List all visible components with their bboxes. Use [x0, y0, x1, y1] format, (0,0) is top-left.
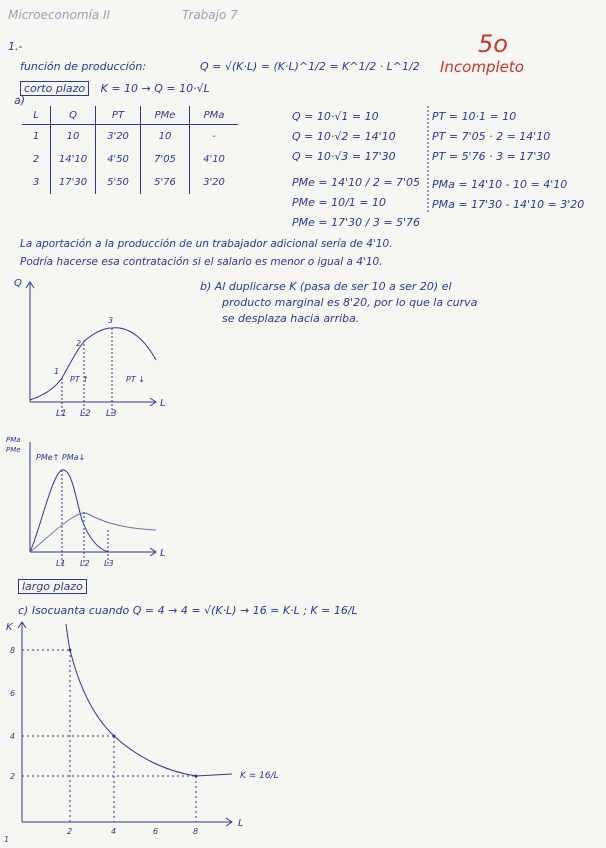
graph3-corner-mark: 1 — [4, 835, 10, 844]
graph3-y-label: K — [6, 622, 13, 633]
graph3-x-label: L — [238, 818, 244, 829]
table-cell: 5'76 — [141, 171, 190, 194]
graph1-x-label: L — [160, 398, 166, 409]
production-label: función de producción: — [20, 60, 147, 73]
graph2-tick-l3: L3 — [104, 559, 114, 568]
calc-left-4: PMe = 14'10 / 2 = 7'05 — [292, 176, 421, 189]
calc-left-6: PMe = 17'30 / 3 = 5'76 — [292, 216, 421, 229]
graph2-y-label-bottom: PMe — [6, 446, 21, 454]
isoquant-point-8-2 — [195, 775, 198, 778]
graph1-region-decreasing: PT ↓ — [126, 375, 145, 384]
graph1-tick-l1: L1 — [56, 409, 67, 419]
calc-right-5: PMa = 17'30 - 14'10 = 3'20 — [432, 198, 585, 211]
course-title: Microeconomía II — [8, 8, 111, 22]
calc-left-1: Q = 10·√1 = 10 — [292, 110, 379, 123]
isoquant-point-2-8 — [69, 649, 72, 652]
short-run-label: corto plazo — [20, 81, 89, 96]
graph3-ytick-2: 2 — [10, 772, 16, 781]
graph1-point-3: 3 — [108, 316, 114, 325]
table-header-cell: L — [22, 106, 51, 125]
graph1-y-label: Q — [14, 278, 22, 289]
isoquant-text: c) Isocuanta cuando Q = 4 → 4 = √(K·L) → 16 = K·L ; K = 16/L — [18, 604, 358, 617]
part-a-label: a) — [14, 94, 26, 107]
long-run-label: largo plazo — [18, 579, 87, 594]
graph3-xtick-6: 6 — [153, 827, 159, 836]
calc-right-2: PT = 7'05 · 2 = 14'10 — [432, 130, 551, 143]
graph3-ytick-4: 4 — [10, 732, 16, 741]
table-cell: 1 — [22, 125, 51, 149]
table-header-cell: Q — [51, 106, 96, 125]
conclusion-line-2: Podría hacerse esa contratación si el salario es menor o igual a 4'10. — [20, 256, 383, 268]
part-b-line-3: se desplaza hacia arriba. — [222, 312, 360, 325]
table-cell: 3'20 — [203, 177, 225, 188]
isoquant-curve-label: K = 16/L — [240, 771, 279, 781]
calc-left-5: PMe = 10/1 = 10 — [292, 196, 387, 209]
graph3-xtick-4: 4 — [111, 827, 117, 836]
graph1-tick-l2: L2 — [80, 409, 91, 419]
graph2-tick-l2: L2 — [80, 559, 90, 568]
graph1-region-increasing: PT ↑ — [70, 375, 89, 384]
graph2-curve-label: PMe↑ PMa↓ — [36, 453, 86, 462]
part-b-line-1: b) Al duplicarse K (pasa de ser 10 a ser 20) el — [200, 280, 452, 293]
grade: 5o — [478, 30, 508, 58]
table-cell: 3 — [22, 171, 51, 194]
calc-left-2: Q = 10·√2 = 14'10 — [292, 130, 396, 143]
graph2-x-label: L — [160, 548, 166, 559]
graph1-point-1: 1 — [54, 367, 60, 376]
conclusion-line-1: La aportación a la producción de un trabajador adicional sería de 4'10. — [20, 238, 393, 250]
table-cell: 5'50 — [96, 171, 141, 194]
table-cell: 10 — [141, 125, 190, 149]
graph3-xtick-8: 8 — [193, 827, 199, 836]
graph2-tick-l1: L1 — [56, 559, 66, 568]
table-header-cell: PMa — [190, 106, 239, 125]
part-b-line-2: producto marginal es 8'20, por lo que la curva — [222, 296, 478, 309]
calc-left-3: Q = 10·√3 = 17'30 — [292, 150, 396, 163]
table-header-cell: PMe — [141, 106, 190, 125]
table-cell: 14'10 — [51, 148, 96, 171]
table-header-cell: PT — [96, 106, 141, 125]
graph3-ytick-8: 8 — [10, 646, 16, 655]
graph1-tick-l3: L3 — [106, 409, 117, 419]
table-cell: 4'10 — [203, 154, 225, 165]
assignment-title: Trabajo 7 — [182, 8, 238, 22]
exercise-number: 1.- — [8, 40, 23, 53]
table-cell: 10 — [51, 125, 96, 149]
table-cell: 2 — [22, 148, 51, 171]
short-run-condition: K = 10 → Q = 10·√L — [100, 82, 210, 95]
table-cell: 3'20 — [96, 125, 141, 149]
isoquant-point-4-4 — [113, 735, 116, 738]
graph2-y-label-top: PMa — [6, 436, 21, 444]
table-cell: 4'50 — [96, 148, 141, 171]
graph1-point-2: 2 — [76, 339, 82, 348]
calc-right-1: PT = 10·1 = 10 — [432, 110, 517, 123]
isoquant-curve — [66, 624, 232, 776]
production-formula: Q = √(K·L) = (K·L)^1/2 = K^1/2 · L^1/2 — [200, 60, 420, 73]
grade-note: Incompleto — [440, 58, 524, 76]
calc-right-4: PMa = 14'10 - 10 = 4'10 — [432, 178, 568, 191]
calc-right-3: PT = 5'76 · 3 = 17'30 — [432, 150, 551, 163]
graph3-xtick-2: 2 — [67, 827, 73, 836]
table-cell: 7'05 — [141, 148, 190, 171]
table-cell: - — [212, 131, 216, 142]
table-cell: 17'30 — [51, 171, 96, 194]
graph3-ytick-6: 6 — [10, 689, 16, 698]
